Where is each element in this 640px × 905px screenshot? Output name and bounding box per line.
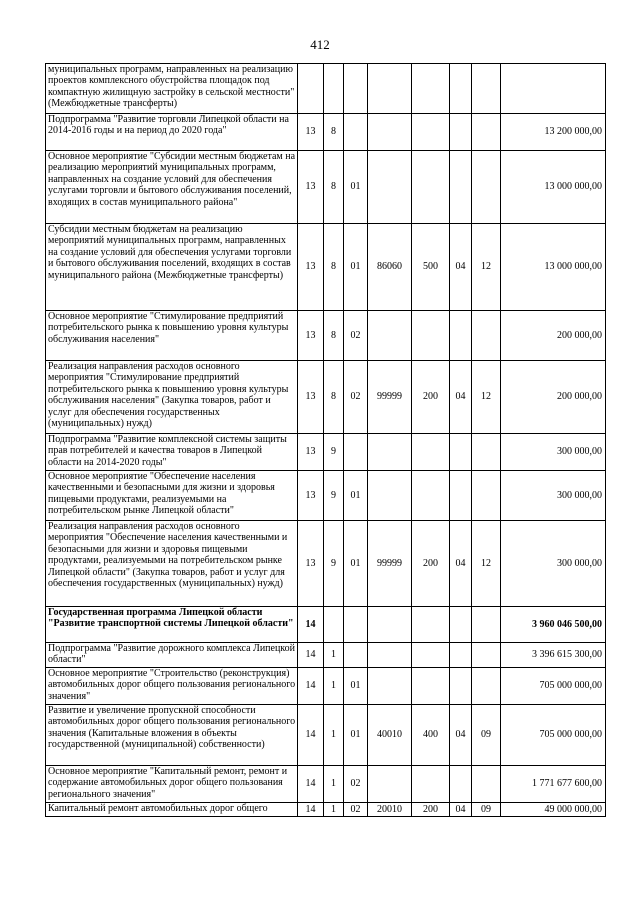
table-row [46, 64, 606, 114]
amount: 13 000 000,00 [501, 224, 606, 311]
main-activity-code: 01 [344, 668, 368, 705]
row-description: Основное мероприятие "Субсидии местным бюджетам на реализацию мероприятий муниципальных программ, направленных на создание условий для обеспечения услугами торговли и бытового обслуживания поселений, входящих в состав муниципального района" [46, 151, 298, 224]
row-description: Основное мероприятие "Стимулирование предприятий потребительского рынка к повышению уровня культуры обслуживания населения" [46, 311, 298, 361]
section-code [450, 668, 472, 705]
expense-type-code [412, 471, 450, 521]
amount: 13 200 000,00 [501, 114, 606, 151]
program-code: 13 [298, 434, 324, 471]
table-row [46, 607, 606, 643]
subprogram-code: 1 [324, 766, 344, 803]
expense-type-code: 400 [412, 705, 450, 766]
row-description: Основное мероприятие "Капитальный ремонт, ремонт и содержание автомобильных дорог общего пользования регионального значения" [46, 766, 298, 803]
expense-type-code [412, 766, 450, 803]
subprogram-code: 1 [324, 643, 344, 668]
section-code [450, 766, 472, 803]
section-code [450, 114, 472, 151]
section-code [450, 434, 472, 471]
table-row [46, 803, 606, 817]
expense-direction-code [368, 766, 412, 803]
expense-direction-code [368, 471, 412, 521]
table-row [46, 151, 606, 224]
expense-type-code [412, 607, 450, 643]
section-code [450, 151, 472, 224]
subprogram-code: 8 [324, 311, 344, 361]
table-row [46, 766, 606, 803]
subsection-code [472, 668, 501, 705]
expense-type-code: 200 [412, 803, 450, 817]
main-activity-code: 01 [344, 224, 368, 311]
main-activity-code [344, 434, 368, 471]
expense-type-code [412, 64, 450, 114]
subprogram-code: 8 [324, 224, 344, 311]
expense-type-code: 200 [412, 361, 450, 434]
budget-table [45, 63, 606, 817]
main-activity-code: 02 [344, 766, 368, 803]
row-description: Субсидии местным бюджетам на реализацию мероприятий муниципальных программ, направленных на создание условий для обеспечения услугами торговли и бытового обслуживания поселений, входящих в состав муниципального района (Межбюджетные трансферты) [46, 224, 298, 311]
amount: 1 771 677 600,00 [501, 766, 606, 803]
section-code [450, 311, 472, 361]
main-activity-code: 02 [344, 361, 368, 434]
expense-direction-code [368, 151, 412, 224]
amount: 705 000 000,00 [501, 668, 606, 705]
table-row [46, 311, 606, 361]
table-row [46, 471, 606, 521]
table-row [46, 114, 606, 151]
amount: 200 000,00 [501, 311, 606, 361]
section-code: 04 [450, 224, 472, 311]
expense-direction-code [368, 607, 412, 643]
expense-direction-code [368, 311, 412, 361]
program-code: 13 [298, 471, 324, 521]
section-code: 04 [450, 521, 472, 607]
program-code: 14 [298, 643, 324, 668]
expense-type-code: 200 [412, 521, 450, 607]
row-description: Подпрограмма "Развитие комплексной системы защиты прав потребителей и качества товаров в Липецкой области на 2014-2020 годы" [46, 434, 298, 471]
subprogram-code: 8 [324, 151, 344, 224]
table-row [46, 668, 606, 705]
subprogram-code: 9 [324, 434, 344, 471]
table-body [46, 64, 606, 817]
subsection-code: 09 [472, 803, 501, 817]
amount: 705 000 000,00 [501, 705, 606, 766]
table-row [46, 643, 606, 668]
section-code: 04 [450, 361, 472, 434]
subsection-code [472, 151, 501, 224]
program-code: 14 [298, 705, 324, 766]
subsection-code [472, 311, 501, 361]
subprogram-code: 1 [324, 668, 344, 705]
section-code [450, 64, 472, 114]
amount [501, 64, 606, 114]
main-activity-code [344, 607, 368, 643]
expense-direction-code [368, 668, 412, 705]
section-code: 04 [450, 803, 472, 817]
expense-direction-code [368, 114, 412, 151]
row-description: Государственная программа Липецкой области "Развитие транспортной системы Липецкой области" [46, 607, 298, 643]
expense-type-code [412, 643, 450, 668]
row-description: Подпрограмма "Развитие торговли Липецкой области на 2014-2016 годы и на период до 2020 года" [46, 114, 298, 151]
expense-direction-code [368, 64, 412, 114]
row-description: Развитие и увеличение пропускной способности автомобильных дорог общего пользования регионального значения (Капитальные вложения в объекты государственной (муниципальной) собственности) [46, 705, 298, 766]
row-description: Капитальный ремонт автомобильных дорог общего [46, 803, 298, 817]
program-code: 13 [298, 361, 324, 434]
main-activity-code: 01 [344, 705, 368, 766]
expense-direction-code [368, 434, 412, 471]
row-description: Подпрограмма "Развитие дорожного комплекса Липецкой области" [46, 643, 298, 668]
expense-direction-code [368, 643, 412, 668]
main-activity-code: 01 [344, 521, 368, 607]
section-code [450, 607, 472, 643]
program-code [298, 64, 324, 114]
section-code: 04 [450, 705, 472, 766]
table-row [46, 521, 606, 607]
main-activity-code: 01 [344, 151, 368, 224]
section-code [450, 471, 472, 521]
amount: 200 000,00 [501, 361, 606, 434]
subprogram-code [324, 64, 344, 114]
program-code: 14 [298, 766, 324, 803]
main-activity-code: 02 [344, 803, 368, 817]
amount: 3 396 615 300,00 [501, 643, 606, 668]
subsection-code [472, 434, 501, 471]
main-activity-code: 02 [344, 311, 368, 361]
expense-type-code: 500 [412, 224, 450, 311]
table-row [46, 224, 606, 311]
table-row [46, 705, 606, 766]
program-code: 13 [298, 151, 324, 224]
row-description: Основное мероприятие "Обеспечение населения качественными и безопасными для жизни и здоровья пищевыми продуктами, реализуемыми на потребительском рынке Липецкой области" [46, 471, 298, 521]
subprogram-code: 1 [324, 803, 344, 817]
row-description: муниципальных программ, направленных на реализацию проектов комплексного обустройства площадок под компактную жилищную застройку в сельской местности" (Межбюджетные трансферты) [46, 64, 298, 114]
program-code: 14 [298, 607, 324, 643]
main-activity-code [344, 114, 368, 151]
amount: 3 960 046 500,00 [501, 607, 606, 643]
subsection-code: 12 [472, 361, 501, 434]
expense-direction-code: 40010 [368, 705, 412, 766]
subprogram-code: 8 [324, 114, 344, 151]
program-code: 14 [298, 668, 324, 705]
amount: 49 000 000,00 [501, 803, 606, 817]
subsection-code: 12 [472, 521, 501, 607]
main-activity-code [344, 64, 368, 114]
subprogram-code [324, 607, 344, 643]
subsection-code [472, 114, 501, 151]
page-number: 412 [310, 37, 330, 52]
program-code: 13 [298, 311, 324, 361]
expense-type-code [412, 151, 450, 224]
subsection-code: 12 [472, 224, 501, 311]
row-description: Реализация направления расходов основного мероприятия "Обеспечение населения качественными и безопасными для жизни и здоровья пищевыми продуктами, реализуемыми на потребительском рынке Липецкой области" (Закупка товаров, работ и услуг для обеспечения государственных (муниципальных) нужд) [46, 521, 298, 607]
row-description: Основное мероприятие "Строительство (реконструкция) автомобильных дорог общего пользования регионального значения" [46, 668, 298, 705]
main-activity-code: 01 [344, 471, 368, 521]
expense-type-code [412, 114, 450, 151]
table-row [46, 434, 606, 471]
main-activity-code [344, 643, 368, 668]
amount: 13 000 000,00 [501, 151, 606, 224]
subsection-code: 09 [472, 705, 501, 766]
expense-direction-code: 20010 [368, 803, 412, 817]
subsection-code [472, 471, 501, 521]
expense-direction-code: 86060 [368, 224, 412, 311]
subsection-code [472, 643, 501, 668]
subsection-code [472, 766, 501, 803]
subprogram-code: 9 [324, 521, 344, 607]
expense-direction-code: 99999 [368, 521, 412, 607]
table-row [46, 361, 606, 434]
program-code: 13 [298, 521, 324, 607]
amount: 300 000,00 [501, 471, 606, 521]
program-code: 13 [298, 114, 324, 151]
section-code [450, 643, 472, 668]
expense-type-code [412, 668, 450, 705]
expense-type-code [412, 434, 450, 471]
subsection-code [472, 607, 501, 643]
subprogram-code: 8 [324, 361, 344, 434]
subprogram-code: 1 [324, 705, 344, 766]
amount: 300 000,00 [501, 434, 606, 471]
expense-type-code [412, 311, 450, 361]
expense-direction-code: 99999 [368, 361, 412, 434]
subsection-code [472, 64, 501, 114]
row-description: Реализация направления расходов основного мероприятия "Стимулирование предприятий потребительского рынка к повышению уровня культуры обслуживания населения" (Закупка товаров, работ и услуг для обеспечения государственных (муниципальных) нужд) [46, 361, 298, 434]
program-code: 14 [298, 803, 324, 817]
amount: 300 000,00 [501, 521, 606, 607]
program-code: 13 [298, 224, 324, 311]
subprogram-code: 9 [324, 471, 344, 521]
